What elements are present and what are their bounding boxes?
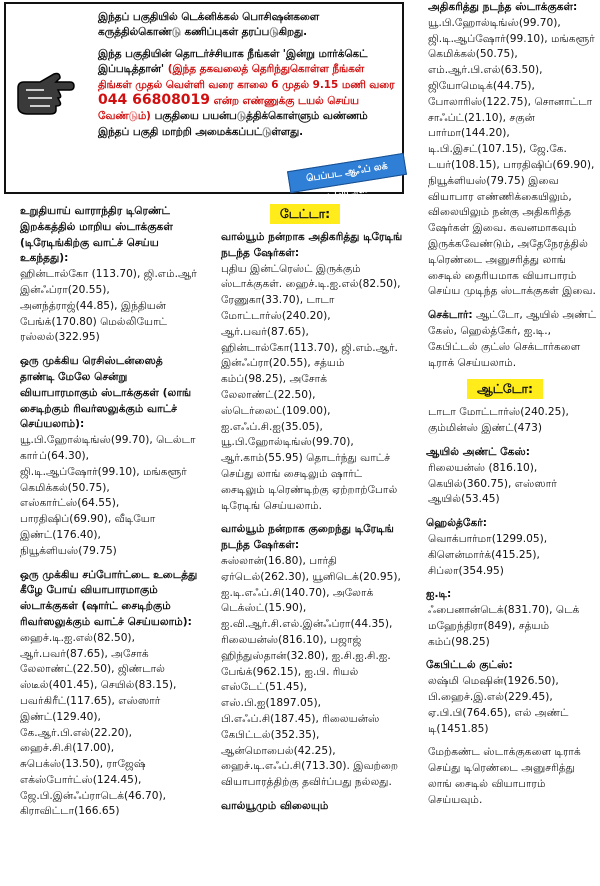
resistance-section [4, 354, 200, 559]
notice-line-3: பகுதியை பயன்படுத்திக்கொள்ளும் வண்ணம் இந்தப் பகுதி மாற்றி அமைக்கப்பட்டுள்ளது. [98, 110, 368, 138]
lucky-traders-tag: பெப்பட ஆஃப் லக் டிரேடர்ஸ்! [287, 153, 407, 193]
oil-body: ரிலையன்ஸ் (816.10), கெயில்(360.75), எஸ்ஸார் ஆயில்(53.45) [428, 461, 557, 506]
notice-line-2-red: (இந்த தகவலைத் தெரிந்துகொள்ள நீங்கள் திங்கள் முதல் வெள்ளி வரை காலை 6 முதல் 9.15 மணி வரை [98, 63, 395, 91]
oil-heading: ஆயில் அண்ட் கேஸ்: [426, 445, 531, 458]
health-body: வொக்பார்மா(1299.05), கிளென்மார்க்(415.25), சிப்லா(354.95) [428, 532, 548, 577]
volume-price-up-section [412, 0, 598, 300]
auto-body: டாடா மோட்டார்ஸ்(240.25), கும்மின்ஸ் இண்ட்(473) [428, 406, 569, 435]
notice-line-1: இந்தப் பகுதியில் டெக்னிக்கல் பொசிஷன்களை கருத்தில்கொண்டு கணிப்புகள் தரப்படுகிறது. [98, 11, 320, 39]
notice-phone: 044 66808019 [98, 92, 211, 109]
data-section-label: டேட்டா: [270, 204, 340, 224]
middle-column [205, 204, 405, 823]
volume-price-heading: வால்யூமும் விலையும் [221, 799, 329, 812]
sector-text [412, 308, 598, 371]
notice-line-2 [98, 47, 398, 140]
volume-down-heading: வால்யூம் நன்றாக குறைந்து டிரேடிங் நடந்த ஷேர்கள்: [221, 523, 394, 552]
volume-price-up-body: யூ.பி.ஹோல்டிங்ஸ்(99.70), ஜி.டி.ஆப்ஷோர்(99.10), மங்களூர் கெமிக்கல்(50.75), எம்.ஆர்.பி.எல்(63.50), ஜியோமெடிக்(44.75), போலாரிஸ்(122.75), சொனாட்டா சாஃப்ட்(21.10), சகுன் பார்மா(144.20), டி.பி.இசட்(107.15), ஜே.கே. டயர்(108.15), பாரதிஷிப்(69.90), நியூக்ளியஸ்(79.75) இவை வியாபார எண்ணிக்கையிலும், விலையிலும் நன்கு அதிகரித்த ஷேர்கள் இவை. கவனமாகவும் இருக்கவேண்டும், அதேநேரத்தில் டிரெண்டை அனுசரித்து லாங் சைடில் தைரியமாக வியாபாரம் செய்ய முடிந்த ஸ்டாக்குகள் இவை. [428, 16, 596, 298]
volume-up-body: புதிய இன்ட்ரெஸ்ட் இருக்கும் ஸ்டாக்குகள். ஹைச்.டி.ஐ.எல்(82.50), ரேணுகா(33.70), டாடா மோட்டார்ஸ்(240.20), ஆர்.பவர்(87.65), ஹின்டால்கோ(113.70), ஜி.எம்.ஆர். இன்ஃப்ரா(20.55), சத்யம் கம்ப்(98.25), அசோக் லேலாண்ட்(22.50), ஸ்டெர்லைட்(109.00), ஐ.எஃப்.சி.ஐ(35.05), யூ.பி.ஹோல்டிங்ஸ்(99.70), ஆர்.காம்(55.95) தொடர்ந்து வாட்ச் செய்து லாங் சைடிலும் ஷார்ட் சைடிலும் டிரெண்டிற்கு ஏற்றாற்போல் டிரேடிங் செய்யலாம். [221, 262, 401, 512]
volume-up-section [205, 230, 405, 514]
resistance-body: யூ.பி.ஹோல்டிங்ஸ்(99.70), டெல்டா காா்ப்(64.30), ஜி.டி.ஆப்ஷோர்(99.10), மங்களூர் கெமிக்கல்(50.75), எஸ்கார்ட்ஸ்(64.55), பாரதிஷிப்(69.90), வீடியோ இண்ட்(176.40), நியூக்ளியஸ்(79.75) [20, 434, 196, 557]
weekly-trend-heading: உறுதியாய் வாராந்திர டிரெண்ட் இறக்கத்தில் மாறிய ஸ்டாக்குகள் (டிரேடிங்கிற்கு வாட்ச் செய்ய உகந்தது): [20, 205, 173, 265]
right-column [412, 0, 598, 817]
sector-heading: செக்டார்: [428, 309, 473, 322]
notice-line-3-red: என்ற எண்ணுக்கு டயல் செய்ய வேண்டும்) [98, 95, 359, 123]
closing-note: மேற்கண்ட ஸ்டாக்குகளை டிராக் செய்து டிரெண்டை அனுசரித்து லாங் சைடில் வியாபாரம் செய்யவும். [428, 746, 581, 806]
it-section [412, 587, 598, 650]
notice-text [98, 10, 398, 146]
volume-price-up-heading: அதிகரித்து நடந்த ஸ்டாக்குகள்: [428, 1, 578, 13]
weekly-trend-section [4, 204, 200, 346]
sector-body: ஆட்டோ, ஆயில் அண்ட் கேஸ், ஹெல்த்கேர், ஐ.டி., கேபிட்டல் குட்ஸ் செக்டார்களை டிராக் செய்யலாம். [428, 309, 597, 369]
capital-goods-heading: கேபிட்டல் குட்ஸ்: [426, 659, 513, 672]
notice-line-2-text: இந்த பகுதியின் தொடர்ச்சியாக நீங்கள் 'இன்று மார்க்கெட் இப்படித்தான்' [98, 47, 368, 76]
capital-goods-section [412, 658, 598, 737]
auto-section-label: ஆட்டோ: [467, 379, 543, 399]
notice-box [4, 2, 404, 202]
support-heading: ஒரு முக்கிய சப்போர்ட்டை உடைத்து கீழே போய் வியாபாரமாகும் ஸ்டாக்குகள் (ஷார்ட் சைடிற்கும் ரிவர்ஸலுக்கும் வாட்ச் செய்யலாம்): [20, 568, 198, 628]
left-column [4, 204, 200, 828]
resistance-heading: ஒரு முக்கிய ரெசிஸ்டன்ஸைத் தாண்டி மேலே சென்று வியாபாரமாகும் ஸ்டாக்குகள் (லாங் சைடிற்கும் ரிவர்ஸலுக்கும் வாட்ச் செய்யலாம்): [20, 355, 192, 431]
health-heading: ஹெல்த்கேர்: [426, 517, 487, 530]
support-section [4, 568, 200, 821]
capital-goods-body: லஷ்மி மெஷின்(1926.50), பி.ஹைச்.இ.எல்(229.45), ஏ.பி.பி(764.65), எல் அண்ட் டி(1451.85) [428, 675, 569, 735]
it-heading: ஐ.டி: [426, 588, 452, 601]
pointing-hand-icon [14, 66, 76, 122]
weekly-trend-body: ஹின்டால்கோ (113.70), ஜி.எம்.ஆர் இன்ஃப்ரா(20.55), அனந்த்ராஜ்(44.85), இந்தியன் பேங்க்(170.80) மெல்லியோட் ரஸ்லல்(322.95) [20, 268, 197, 344]
health-section [412, 516, 598, 579]
it-body: ஃபைனான்டெக்(831.70), டெக் மஹேந்திரா(849), சத்யம் கம்ப்(98.25) [428, 604, 580, 648]
volume-price-section [205, 799, 405, 815]
volume-up-heading: வால்யூம் நன்றாக அதிகரித்து டிரேடிங் நடந்த ஷேர்கள்: [221, 231, 403, 259]
support-body: ஹைச்.டி.ஐ.எல்(82.50), ஆர்.பவர்(87.65), அசோக் லேலாண்ட்(22.50), ஜிண்டால் ஸ்டீல்(401.45), செயில்(83.15), பவர்கிரீட்(117.65), எஸ்ஸார் இண்ட்(129.40), கே.ஆர்.பி.எல்(22.20), ஹைச்.சி.சி(17.00), சுபெக்ஸ்(13.50), ராஜேஷ் எக்ஸ்போர்ட்ஸ்(124.45), ஜே.பி.இன்ஃப்ராடெக்(46.70), கிராவிட்டா(166.65) [20, 631, 177, 818]
sector-section [412, 308, 598, 371]
volume-down-section [205, 522, 405, 791]
volume-down-body: சுஸ்லான்(16.80), பார்தி ஏர்டெல்(262.30), யூனிடெக்(20.95), ஐ.டி.எஃப்.சி(140.70), அலோக் டெக்ஸ்ட்(15.90), ஐ.வி.ஆர்.சி.எல்.இன்ஃப்ரா(44.35), ரிலையன்ஸ்(816.10), பஜாஜ் ஹிந்துஸ்தான்(32.80), ஐ.சி.ஐ.சி.ஐ. பேங்க்(962.15), ஐ.பி. ரியல் எஸ்டேட்(51.45), எஸ்.பி.ஐ(1897.05), பி.எஃப்.சி(187.45), ரிலையன்ஸ் கேபிட்டல்(352.35), ஆன்மொபைல்(42.25), ஹைச்.டி.எஃப்.சி(713.30). இவற்றை வியாபாரத்திற்கு தவிர்ப்பது நல்லது. [221, 554, 401, 789]
oil-section [412, 445, 598, 508]
